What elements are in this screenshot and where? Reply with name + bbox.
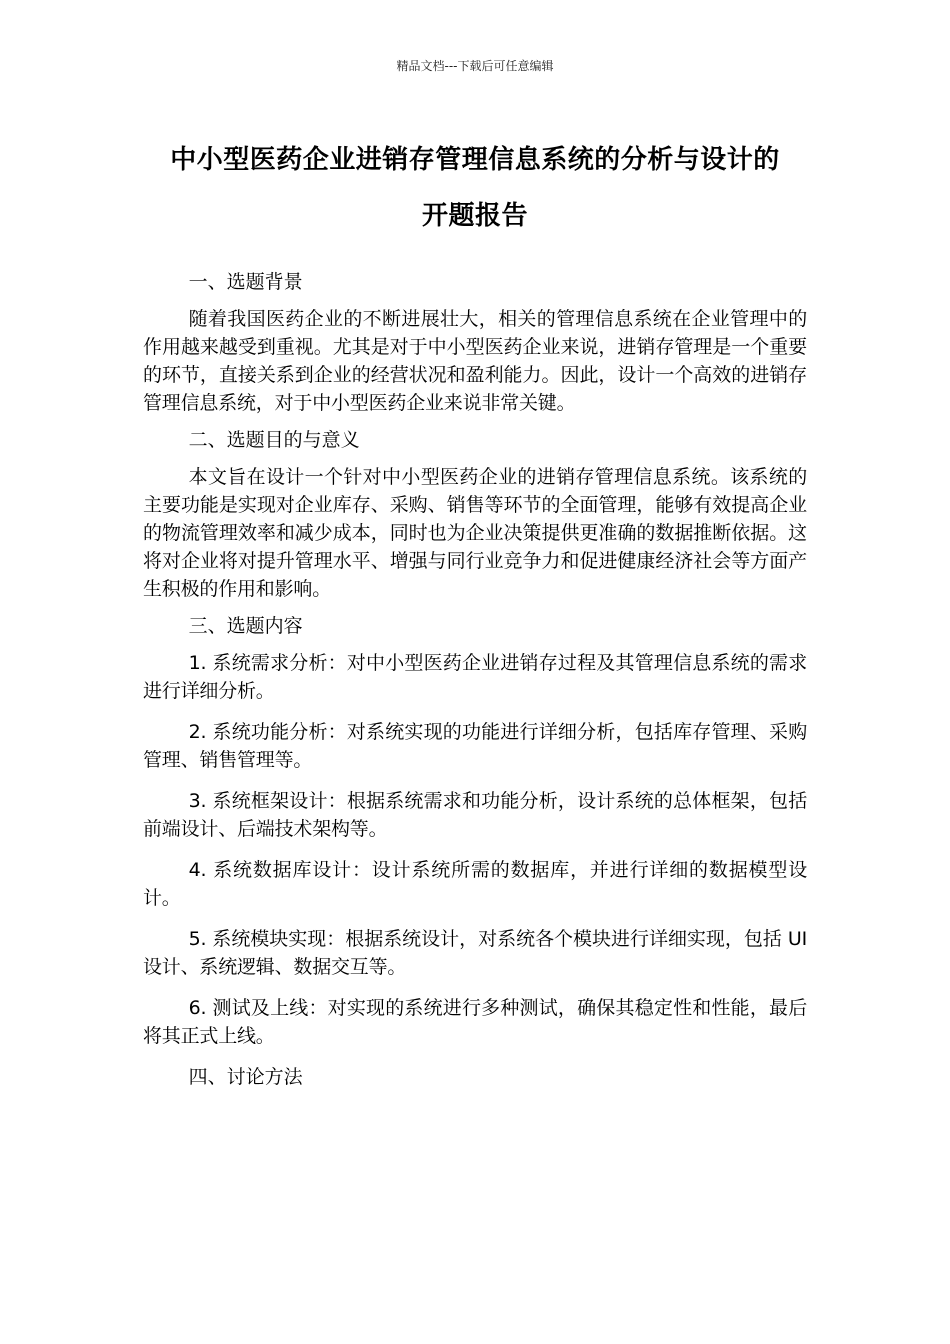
- title-line-2: 开题报告: [421, 201, 528, 231]
- list-item: 6. 测试及上线：对实现的系统进行多种测试，确保其稳定性和性能，最后将其正式上线。: [143, 997, 807, 1047]
- title-line-1: 中小型医药企业进销存管理信息系统的分析与设计的: [170, 145, 780, 175]
- document-title: [120, 132, 830, 244]
- header-note: 精品文档---下载后可任意编辑: [396, 59, 554, 73]
- list-item: 3. 系统框架设计：根据系统需求和功能分析，设计系统的总体框架，包括前端设计、后端技术架构等。: [143, 790, 807, 840]
- paragraph-background: 随着我国医药企业的不断进展壮大，相关的管理信息系统在企业管理中的作用越来越受到重视。尤其是对于中小型医药企业来说，进销存管理是一个重要的环节，直接关系到企业的经营状况和盈利能力。因此，设计一个高效的进销存管理信息系统，对于中小型医药企业来说非常关键。: [143, 308, 807, 414]
- paragraph-purpose: 本文旨在设计一个针对中小型医药企业的进销存管理信息系统。该系统的主要功能是实现对企业库存、采购、销售等环节的全面管理，能够有效提高企业的物流管理效率和减少成本，同时也为企业决策提供更准确的数据推断依据。这将对企业将对提升管理水平、增强与同行业竞争力和促进健康经济社会等方面产生积极的作用和影响。: [143, 466, 807, 600]
- section-heading-methods: 四、讨论方法: [188, 1066, 303, 1088]
- list-item: 4. 系统数据库设计：设计系统所需的数据库，并进行详细的数据模型设计。: [143, 859, 807, 909]
- section-heading-content: 三、选题内容: [188, 615, 303, 637]
- section-heading-background: 一、选题背景: [188, 271, 303, 293]
- section-heading-purpose: 二、选题目的与意义: [188, 429, 360, 451]
- document-body: [143, 268, 807, 1100]
- list-item: 2. 系统功能分析：对系统实现的功能进行详细分析，包括库存管理、采购管理、销售管理等。: [143, 721, 807, 771]
- list-item: 5. 系统模块实现：根据系统设计，对系统各个模块进行详细实现，包括 UI 设计、系统逻辑、数据交互等。: [143, 928, 807, 978]
- list-item: 1. 系统需求分析：对中小型医药企业进销存过程及其管理信息系统的需求进行详细分析。: [143, 652, 807, 702]
